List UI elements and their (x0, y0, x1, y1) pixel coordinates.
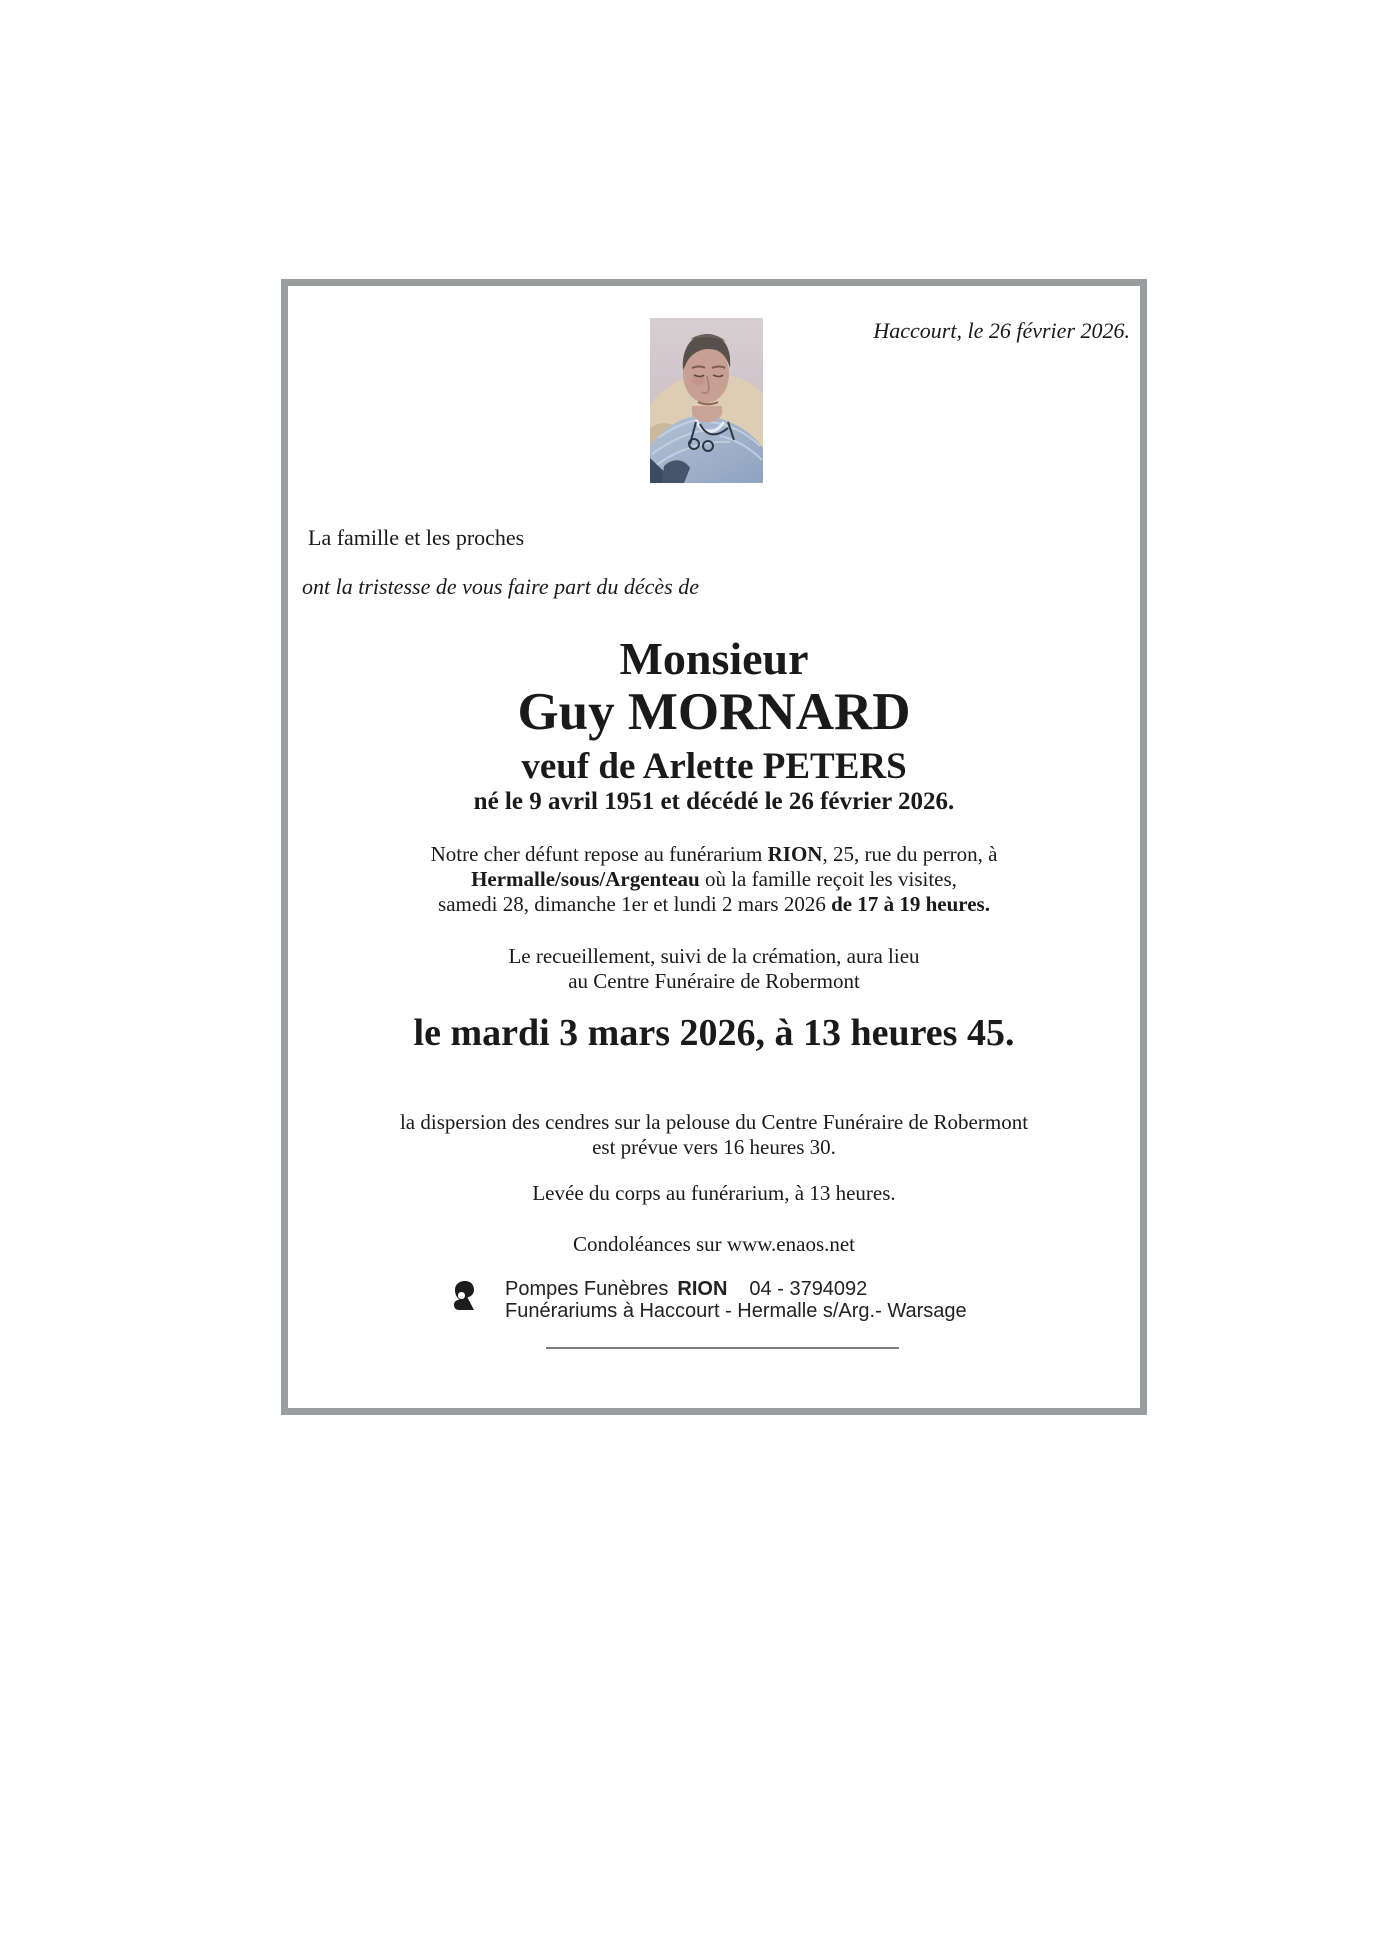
ceremony-line-1: Le recueillement, suivi de la crémation, aura lieu (508, 944, 920, 968)
funeral-home-line-1: Pompes Funèbres RION 04 - 3794092 (505, 1278, 868, 1300)
funeral-home-brand: RION (677, 1278, 728, 1300)
visitation-line-2: Hermalle/sous/Argenteau où la famille reçoit les visites, (471, 867, 957, 891)
intro-announcement-line: ont la tristesse de vous faire part du décès de (302, 574, 699, 599)
condolences-line: Condoléances sur www.enaos.net (572, 1232, 856, 1256)
rion-logo-icon (453, 1281, 475, 1313)
funeral-home-block (505, 1278, 967, 1322)
ceremony-paragraph (288, 944, 1140, 994)
dateline: Haccourt, le 26 février 2026. (873, 318, 1130, 343)
announcement-card (281, 279, 1147, 1415)
funeral-home-line-2: Funérariums à Haccourt - Hermalle s/Arg.- Warsage (505, 1300, 967, 1322)
levee-line: Levée du corps au funérarium, à 13 heures. (532, 1181, 896, 1205)
visitation-line-3: samedi 28, dimanche 1er et lundi 2 mars 2026 de 17 à 19 heures. (438, 892, 990, 916)
ceremony-line-2: au Centre Funéraire de Robermont (568, 969, 860, 993)
visitation-paragraph (288, 842, 1140, 917)
deceased-relation: veuf de Arlette PETERS (521, 746, 907, 787)
intro-family-line: La famille et les proches (308, 525, 525, 550)
dispersion-paragraph (288, 1110, 1140, 1160)
funeral-home-phone: 04 - 3794092 (749, 1278, 868, 1300)
deceased-portrait-photo (650, 318, 763, 483)
deceased-dates: né le 9 avril 1951 et décédé le 26 février 2026. (473, 788, 955, 815)
dispersion-line-2: est prévue vers 16 heures 30. (592, 1135, 836, 1159)
visitation-line-1: Notre cher défunt repose au funérarium RION, 25, rue du perron, à (430, 842, 998, 866)
dispersion-line-1: la dispersion des cendres sur la pelouse du Centre Funéraire de Robermont (399, 1110, 1029, 1134)
signature-rule (546, 1347, 899, 1349)
deceased-title: Monsieur (619, 633, 809, 684)
ceremony-datetime: le mardi 3 mars 2026, à 13 heures 45. (413, 1012, 1015, 1054)
deceased-name: Guy MORNARD (517, 683, 911, 741)
